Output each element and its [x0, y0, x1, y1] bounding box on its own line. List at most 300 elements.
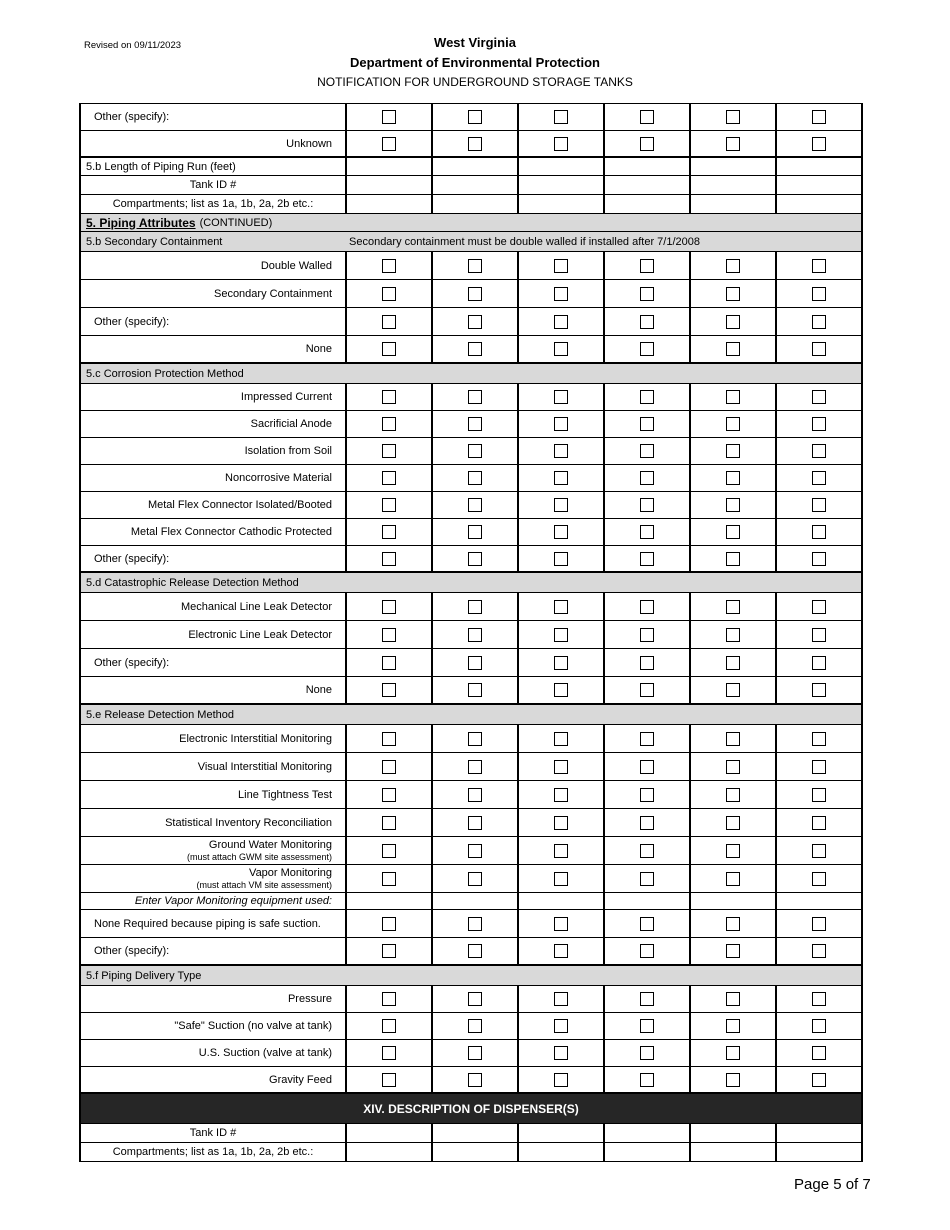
release-item-row-checkbox[interactable]: [468, 760, 482, 774]
tank-column-cell[interactable]: [433, 158, 519, 175]
secondary-containment-row-checkbox[interactable]: [468, 287, 482, 301]
unknown-row-checkbox[interactable]: [640, 137, 654, 151]
other-specify-row-checkbox[interactable]: [812, 110, 826, 124]
tank-column-cell: [605, 411, 691, 437]
release-detection-header: [79, 705, 863, 725]
tank-column-cell[interactable]: [777, 1124, 863, 1142]
catastrophic-item-row-checkbox[interactable]: [554, 656, 568, 670]
delivery-item-row-label: U.S. Suction (valve at tank): [79, 1040, 347, 1066]
tank-column-cell: [605, 753, 691, 780]
corrosion-item-row-checkbox[interactable]: [468, 444, 482, 458]
corrosion-item-row-checkbox[interactable]: [382, 471, 396, 485]
tank-column-cell: [519, 308, 605, 335]
release-item-row-checkbox[interactable]: [726, 732, 740, 746]
tank-column-cell: [519, 1040, 605, 1066]
tank-column-cell: [433, 1040, 519, 1066]
sc-none-row-checkbox[interactable]: [468, 342, 482, 356]
catastrophic-item-row-checkbox[interactable]: [554, 628, 568, 642]
gwm-row-checkbox[interactable]: [468, 844, 482, 858]
catastrophic-item-row-checkbox[interactable]: [640, 600, 654, 614]
other-specify-row-checkbox[interactable]: [468, 110, 482, 124]
unknown-row-checkbox[interactable]: [382, 137, 396, 151]
tank-column-cell[interactable]: [605, 1124, 691, 1142]
tank-column-cell[interactable]: [433, 195, 519, 213]
sc-other-row-label: Other (specify):: [79, 308, 347, 335]
catastrophic-item-row-checkbox[interactable]: [468, 628, 482, 642]
release-item-row-checkbox[interactable]: [554, 732, 568, 746]
tank-column-cell[interactable]: [347, 158, 433, 175]
tank-column-cell: [605, 336, 691, 362]
tank-column-cell[interactable]: [347, 176, 433, 194]
tank-column-cell: [433, 131, 519, 156]
sc-none-row-checkbox[interactable]: [554, 342, 568, 356]
corrosion-item-row-checkbox[interactable]: [640, 471, 654, 485]
release-item-row-checkbox[interactable]: [812, 760, 826, 774]
catastrophic-item-row-checkbox[interactable]: [812, 600, 826, 614]
tank-column-cell: [433, 986, 519, 1012]
corrosion-item-row-checkbox[interactable]: [640, 390, 654, 404]
none-required-row-checkbox[interactable]: [468, 917, 482, 931]
tank-column-cell[interactable]: [777, 176, 863, 194]
corrosion-item-row-checkbox[interactable]: [468, 525, 482, 539]
tank-column-cell[interactable]: [433, 893, 519, 909]
delivery-item-row-checkbox[interactable]: [726, 1019, 740, 1033]
tank-column-cell: [519, 753, 605, 780]
catastrophic-item-row-checkbox[interactable]: [554, 683, 568, 697]
tank-column-cell: [691, 986, 777, 1012]
delivery-item-row-checkbox[interactable]: [382, 1046, 396, 1060]
delivery-item-row-checkbox[interactable]: [812, 1046, 826, 1060]
length-piping-row-label: 5.b Length of Piping Run (feet): [79, 158, 347, 175]
tank-column-cell: [691, 336, 777, 362]
tank-column-cell[interactable]: [605, 176, 691, 194]
corrosion-item-row-checkbox[interactable]: [812, 390, 826, 404]
gwm-row-checkbox[interactable]: [640, 844, 654, 858]
secondary-containment-row-checkbox[interactable]: [726, 287, 740, 301]
tank-column-cell: [691, 677, 777, 703]
release-other-row-checkbox[interactable]: [640, 944, 654, 958]
corrosion-item-row-checkbox[interactable]: [640, 444, 654, 458]
vm-row-label: [79, 865, 347, 892]
dispenser-compartments-row: [79, 1143, 863, 1162]
corrosion-item-row-checkbox[interactable]: [468, 552, 482, 566]
tank-column-cell: [347, 725, 433, 752]
tank-column-cell[interactable]: [777, 1143, 863, 1161]
double-walled-row-checkbox[interactable]: [640, 259, 654, 273]
tank-column-cell: [605, 280, 691, 307]
corrosion-item-row-checkbox[interactable]: [726, 471, 740, 485]
corrosion-item-row-checkbox[interactable]: [812, 444, 826, 458]
corrosion-item-row-checkbox[interactable]: [726, 390, 740, 404]
none-required-row-checkbox[interactable]: [726, 917, 740, 931]
release-other-row-checkbox[interactable]: [554, 944, 568, 958]
corrosion-item-row-checkbox[interactable]: [640, 498, 654, 512]
corrosion-item-row-checkbox[interactable]: [382, 417, 396, 431]
other-specify-row-checkbox[interactable]: [726, 110, 740, 124]
tank-column-cell: [433, 280, 519, 307]
tank-column-cell[interactable]: [605, 195, 691, 213]
catastrophic-item-row-checkbox[interactable]: [382, 656, 396, 670]
catastrophic-item-row-checkbox[interactable]: [468, 600, 482, 614]
delivery-item-row-checkbox[interactable]: [640, 1046, 654, 1060]
catastrophic-item-row-checkbox[interactable]: [726, 600, 740, 614]
tank-column-cell[interactable]: [347, 1124, 433, 1142]
corrosion-item-row-checkbox[interactable]: [726, 525, 740, 539]
length-piping-row: [79, 158, 863, 176]
corrosion-item-row-checkbox[interactable]: [726, 498, 740, 512]
tank-column-cell: [777, 621, 863, 648]
corrosion-item-row-checkbox[interactable]: [554, 417, 568, 431]
catastrophic-item-row-checkbox[interactable]: [726, 683, 740, 697]
tank-column-cell: [519, 384, 605, 410]
release-item-row-checkbox[interactable]: [726, 816, 740, 830]
tank-column-cell[interactable]: [433, 176, 519, 194]
vm-row-checkbox[interactable]: [554, 872, 568, 886]
release-item-row-checkbox[interactable]: [640, 760, 654, 774]
gwm-row-title: Ground Water Monitoring: [208, 839, 332, 851]
corrosion-item-row-checkbox[interactable]: [468, 498, 482, 512]
tank-column-cell[interactable]: [519, 1143, 605, 1161]
release-other-row-checkbox[interactable]: [812, 944, 826, 958]
catastrophic-item-row-checkbox[interactable]: [554, 600, 568, 614]
release-item-row-checkbox[interactable]: [468, 732, 482, 746]
tank-column-cell[interactable]: [691, 893, 777, 909]
corrosion-item-row-checkbox[interactable]: [382, 525, 396, 539]
vm-row-checkbox[interactable]: [726, 872, 740, 886]
vm-row-note: (must attach VM site assessment): [196, 879, 332, 890]
tank-column-cell[interactable]: [519, 195, 605, 213]
piping-attributes-continued: (CONTINUED): [199, 216, 273, 229]
corrosion-item-row-checkbox[interactable]: [554, 471, 568, 485]
release-item-row-checkbox[interactable]: [468, 816, 482, 830]
tank-column-cell[interactable]: [519, 1124, 605, 1142]
gwm-row-checkbox[interactable]: [812, 844, 826, 858]
tank-column-cell[interactable]: [519, 893, 605, 909]
sc-other-row-checkbox[interactable]: [726, 315, 740, 329]
unknown-row-checkbox[interactable]: [554, 137, 568, 151]
piping-attributes-title: 5. Piping Attributes: [86, 215, 196, 230]
none-required-row-checkbox[interactable]: [640, 917, 654, 931]
delivery-item-row-checkbox[interactable]: [382, 1073, 396, 1087]
tank-column-cell[interactable]: [691, 1143, 777, 1161]
corrosion-item-row-checkbox[interactable]: [382, 444, 396, 458]
tank-column-cell: [691, 384, 777, 410]
delivery-item-row-checkbox[interactable]: [468, 992, 482, 1006]
tank-column-cell: [433, 492, 519, 518]
release-other-row-checkbox[interactable]: [382, 944, 396, 958]
page-number: Page 5 of 7: [794, 1176, 871, 1193]
tank-column-cell: [605, 1067, 691, 1092]
delivery-item-row-checkbox[interactable]: [726, 992, 740, 1006]
tank-column-cell[interactable]: [433, 1124, 519, 1142]
tank-column-cell[interactable]: [433, 1143, 519, 1161]
release-item-row-checkbox[interactable]: [812, 788, 826, 802]
tank-column-cell[interactable]: [691, 195, 777, 213]
catastrophic-item-row-checkbox[interactable]: [640, 628, 654, 642]
corrosion-item-row-checkbox[interactable]: [382, 552, 396, 566]
release-item-row-checkbox[interactable]: [382, 732, 396, 746]
catastrophic-item-row-checkbox[interactable]: [382, 683, 396, 697]
corrosion-item-row: [79, 465, 863, 492]
release-item-row-checkbox[interactable]: [726, 788, 740, 802]
corrosion-item-row-checkbox[interactable]: [640, 417, 654, 431]
tank-column-cell[interactable]: [777, 893, 863, 909]
tank-column-cell: [777, 384, 863, 410]
catastrophic-item-row-checkbox[interactable]: [468, 683, 482, 697]
vm-row-checkbox[interactable]: [812, 872, 826, 886]
gwm-row: [79, 837, 863, 865]
secondary-containment-row-checkbox[interactable]: [640, 287, 654, 301]
tank-column-cell[interactable]: [519, 158, 605, 175]
delivery-item-row-checkbox[interactable]: [468, 1073, 482, 1087]
delivery-item-row-checkbox[interactable]: [640, 1019, 654, 1033]
double-walled-row-checkbox[interactable]: [554, 259, 568, 273]
delivery-item-row-checkbox[interactable]: [812, 992, 826, 1006]
dispenser-tank-id-row: [79, 1124, 863, 1143]
vm-row-checkbox[interactable]: [382, 872, 396, 886]
delivery-item-row-checkbox[interactable]: [382, 1019, 396, 1033]
tank-column-cell: [777, 938, 863, 964]
tank-column-cell: [519, 593, 605, 620]
release-item-row-checkbox[interactable]: [554, 816, 568, 830]
delivery-item-row-checkbox[interactable]: [382, 992, 396, 1006]
double-walled-row-checkbox[interactable]: [468, 259, 482, 273]
delivery-item-row-checkbox[interactable]: [726, 1073, 740, 1087]
tank-column-cell: [605, 465, 691, 491]
tank-column-cell[interactable]: [691, 158, 777, 175]
release-item-row-checkbox[interactable]: [468, 788, 482, 802]
sc-none-row-label: None: [79, 336, 347, 362]
tank-column-cell: [605, 865, 691, 892]
corrosion-item-row-checkbox[interactable]: [382, 390, 396, 404]
catastrophic-item-row-checkbox[interactable]: [382, 628, 396, 642]
tank-column-cell[interactable]: [777, 195, 863, 213]
tank-column-cell: [777, 131, 863, 156]
catastrophic-item-row-checkbox[interactable]: [468, 656, 482, 670]
delivery-item-row-checkbox[interactable]: [554, 992, 568, 1006]
secondary-containment-row-checkbox[interactable]: [382, 287, 396, 301]
corrosion-item-row-checkbox[interactable]: [382, 498, 396, 512]
sc-none-row-checkbox[interactable]: [382, 342, 396, 356]
tank-column-cell: [433, 252, 519, 279]
catastrophic-item-row-checkbox[interactable]: [812, 628, 826, 642]
release-item-row-checkbox[interactable]: [382, 788, 396, 802]
sc-none-row-checkbox[interactable]: [726, 342, 740, 356]
corrosion-item-row-checkbox[interactable]: [554, 525, 568, 539]
double-walled-row-checkbox[interactable]: [726, 259, 740, 273]
tank-column-cell[interactable]: [347, 893, 433, 909]
delivery-item-row-checkbox[interactable]: [640, 1073, 654, 1087]
gwm-row-note: (must attach GWM site assessment): [186, 851, 332, 862]
tank-column-cell: [777, 546, 863, 571]
tank-column-cell: [777, 280, 863, 307]
corrosion-item-row-checkbox[interactable]: [812, 498, 826, 512]
corrosion-item-row-checkbox[interactable]: [812, 471, 826, 485]
unknown-row-checkbox[interactable]: [468, 137, 482, 151]
delivery-item-row-checkbox[interactable]: [468, 1019, 482, 1033]
other-specify-row-checkbox[interactable]: [640, 110, 654, 124]
delivery-item-row-checkbox[interactable]: [812, 1073, 826, 1087]
release-item-row-checkbox[interactable]: [382, 816, 396, 830]
delivery-item-row-checkbox[interactable]: [726, 1046, 740, 1060]
release-item-row-checkbox[interactable]: [554, 788, 568, 802]
tank-column-cell: [519, 104, 605, 130]
none-required-row-checkbox[interactable]: [812, 917, 826, 931]
tank-column-cell[interactable]: [777, 158, 863, 175]
tank-column-cell: [519, 781, 605, 808]
sc-other-row-checkbox[interactable]: [640, 315, 654, 329]
tank-column-cell: [519, 1013, 605, 1039]
tank-column-cell: [519, 519, 605, 545]
catastrophic-item-row-checkbox[interactable]: [812, 656, 826, 670]
delivery-item-row-checkbox[interactable]: [812, 1019, 826, 1033]
release-detection-header-bar: [79, 705, 863, 724]
release-item-row-checkbox[interactable]: [554, 760, 568, 774]
release-other-row-checkbox[interactable]: [726, 944, 740, 958]
delivery-item-row-checkbox[interactable]: [554, 1019, 568, 1033]
unknown-row-label: Unknown: [79, 131, 347, 156]
tank-column-cell: [605, 938, 691, 964]
tank-column-cell: [605, 546, 691, 571]
tank-column-cell: [347, 1013, 433, 1039]
release-item-row-checkbox[interactable]: [640, 732, 654, 746]
delivery-item-row: [79, 986, 863, 1013]
tank-column-cell[interactable]: [605, 893, 691, 909]
delivery-item-row-checkbox[interactable]: [468, 1046, 482, 1060]
piping-delivery-header: [79, 966, 863, 986]
tank-column-cell: [777, 725, 863, 752]
release-item-row: [79, 725, 863, 753]
catastrophic-item-row-checkbox[interactable]: [726, 656, 740, 670]
gwm-row-checkbox[interactable]: [554, 844, 568, 858]
gwm-row-checkbox[interactable]: [726, 844, 740, 858]
none-required-row-checkbox[interactable]: [382, 917, 396, 931]
corrosion-item-row-checkbox[interactable]: [812, 552, 826, 566]
catastrophic-item-row-label: Electronic Line Leak Detector: [79, 621, 347, 648]
corrosion-item-row-checkbox[interactable]: [726, 444, 740, 458]
tank-column-cell[interactable]: [605, 1143, 691, 1161]
corrosion-item-row-checkbox[interactable]: [726, 417, 740, 431]
corrosion-item-row-checkbox[interactable]: [640, 525, 654, 539]
release-other-row-checkbox[interactable]: [468, 944, 482, 958]
tank-column-cell: [347, 411, 433, 437]
secondary-containment-row-checkbox[interactable]: [812, 287, 826, 301]
sc-other-row-checkbox[interactable]: [554, 315, 568, 329]
delivery-item-row-checkbox[interactable]: [554, 1073, 568, 1087]
release-item-row-checkbox[interactable]: [382, 760, 396, 774]
tank-column-cell[interactable]: [347, 195, 433, 213]
tank-column-cell[interactable]: [519, 176, 605, 194]
corrosion-item-row-checkbox[interactable]: [468, 417, 482, 431]
corrosion-item-row-checkbox[interactable]: [812, 417, 826, 431]
tank-column-cell: [777, 252, 863, 279]
release-item-row-checkbox[interactable]: [812, 816, 826, 830]
tank-column-cell: [519, 252, 605, 279]
vm-row-checkbox[interactable]: [468, 872, 482, 886]
double-walled-row-label: Double Walled: [79, 252, 347, 279]
tank-column-cell: [605, 677, 691, 703]
catastrophic-item-row-checkbox[interactable]: [640, 683, 654, 697]
tank-column-cell[interactable]: [691, 1124, 777, 1142]
gwm-row-checkbox[interactable]: [382, 844, 396, 858]
tank-column-cell: [519, 1067, 605, 1092]
corrosion-item-row-checkbox[interactable]: [554, 498, 568, 512]
tank-column-cell: [691, 104, 777, 130]
corrosion-item-row-checkbox[interactable]: [554, 444, 568, 458]
tank-column-cell: [433, 519, 519, 545]
tank-column-cell: [777, 781, 863, 808]
tank-column-cell: [433, 781, 519, 808]
tank-column-cell: [691, 280, 777, 307]
corrosion-item-row-checkbox[interactable]: [554, 552, 568, 566]
sc-other-row-checkbox[interactable]: [468, 315, 482, 329]
tank-column-cell: [519, 336, 605, 362]
none-required-row-checkbox[interactable]: [554, 917, 568, 931]
catastrophic-item-row-label: None: [79, 677, 347, 703]
other-specify-row-checkbox[interactable]: [382, 110, 396, 124]
sc-other-row-checkbox[interactable]: [382, 315, 396, 329]
tank-column-cell[interactable]: [691, 176, 777, 194]
tank-column-cell: [777, 1067, 863, 1092]
release-item-row-checkbox[interactable]: [640, 788, 654, 802]
double-walled-row-checkbox[interactable]: [382, 259, 396, 273]
delivery-item-row-checkbox[interactable]: [554, 1046, 568, 1060]
vm-equipment-row-label: Enter Vapor Monitoring equipment used:: [79, 893, 347, 909]
unknown-row-checkbox[interactable]: [812, 137, 826, 151]
tank-column-cell: [691, 621, 777, 648]
catastrophic-item-row-checkbox[interactable]: [812, 683, 826, 697]
corrosion-item-row-checkbox[interactable]: [726, 552, 740, 566]
corrosion-item-row-checkbox[interactable]: [812, 525, 826, 539]
other-specify-row-checkbox[interactable]: [554, 110, 568, 124]
tank-column-cell: [347, 910, 433, 937]
corrosion-item-row-checkbox[interactable]: [468, 471, 482, 485]
tank-column-cell[interactable]: [347, 1143, 433, 1161]
tank-column-cell[interactable]: [605, 158, 691, 175]
double-walled-row-checkbox[interactable]: [812, 259, 826, 273]
catastrophic-release-header-bar: [79, 573, 863, 592]
secondary-containment-row-checkbox[interactable]: [554, 287, 568, 301]
release-item-row-checkbox[interactable]: [812, 732, 826, 746]
piping-attributes-bar: [79, 214, 863, 231]
other-specify-row: [79, 103, 863, 131]
delivery-item-row-checkbox[interactable]: [640, 992, 654, 1006]
catastrophic-item-row-checkbox[interactable]: [640, 656, 654, 670]
unknown-row-checkbox[interactable]: [726, 137, 740, 151]
release-item-row: [79, 753, 863, 781]
release-other-row: [79, 938, 863, 966]
tank-column-cell: [347, 519, 433, 545]
release-item-row-checkbox[interactable]: [726, 760, 740, 774]
catastrophic-item-row-label: Mechanical Line Leak Detector: [79, 593, 347, 620]
corrosion-item-row-checkbox[interactable]: [554, 390, 568, 404]
sc-none-row-checkbox[interactable]: [812, 342, 826, 356]
sc-none-row-checkbox[interactable]: [640, 342, 654, 356]
catastrophic-item-row-checkbox[interactable]: [726, 628, 740, 642]
tank-column-cell: [691, 753, 777, 780]
vm-row-checkbox[interactable]: [640, 872, 654, 886]
tank-column-cell: [605, 1013, 691, 1039]
sc-other-row-checkbox[interactable]: [812, 315, 826, 329]
corrosion-item-row-checkbox[interactable]: [640, 552, 654, 566]
tank-column-cell: [347, 837, 433, 864]
department-title: Department of Environmental Protection: [350, 55, 600, 70]
tank-column-cell: [691, 492, 777, 518]
corrosion-item-row-checkbox[interactable]: [468, 390, 482, 404]
tank-column-cell: [605, 621, 691, 648]
release-item-row-checkbox[interactable]: [640, 816, 654, 830]
catastrophic-item-row-checkbox[interactable]: [382, 600, 396, 614]
